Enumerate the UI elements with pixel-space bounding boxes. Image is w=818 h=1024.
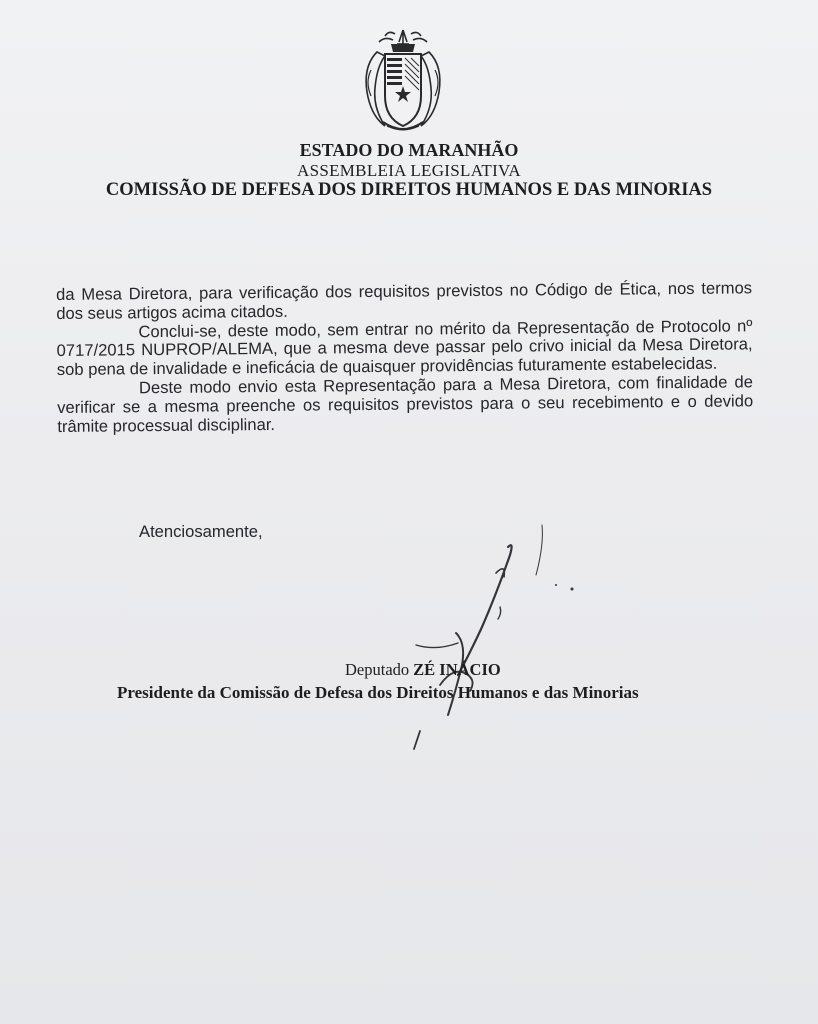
coat-of-arms-icon	[355, 26, 451, 138]
header-assembly: ASSEMBLEIA LEGISLATIVA	[297, 161, 521, 180]
signer-role: Presidente da Comissão de Defesa dos Direitos Humanos e das Minorias	[117, 683, 639, 702]
header-commission: COMISSÃO DE DEFESA DOS DIREITOS HUMANOS E DAS MINORIAS	[105, 180, 713, 200]
handwritten-signature	[396, 515, 596, 755]
body-paragraph-3: Deste modo envio esta Representação para a Mesa Diretora, com finalidade de verificar se a mesma preenche os requisitos previstos para o seu recebimento e o devido trâmite processual disciplinar.	[57, 372, 754, 436]
header-state: ESTADO DO MARANHÃO	[299, 140, 519, 160]
signer-name: ZÉ INÁCIO	[413, 660, 501, 679]
body-paragraph-1: da Mesa Diretora, para verificação dos requisitos previstos no Código de Ética, nos termos dos seus artigos acima citados.	[55, 278, 753, 323]
closing-salutation: Atenciosamente,	[139, 522, 263, 541]
signer-line	[345, 660, 501, 680]
signer-title: Deputado	[345, 660, 410, 679]
body-paragraph-2: Conclui-se, deste modo, sem entrar no mérito da Representação de Protocolo nº 0717/2015 NUPROP/ALEMA, que a mesma deve passar pelo crivo inicial da Mesa Diretora, sob pena de invalidade e ineficácia de quaisquer providências futuramente estabelecidas.	[56, 315, 753, 380]
letter-body	[56, 279, 753, 436]
